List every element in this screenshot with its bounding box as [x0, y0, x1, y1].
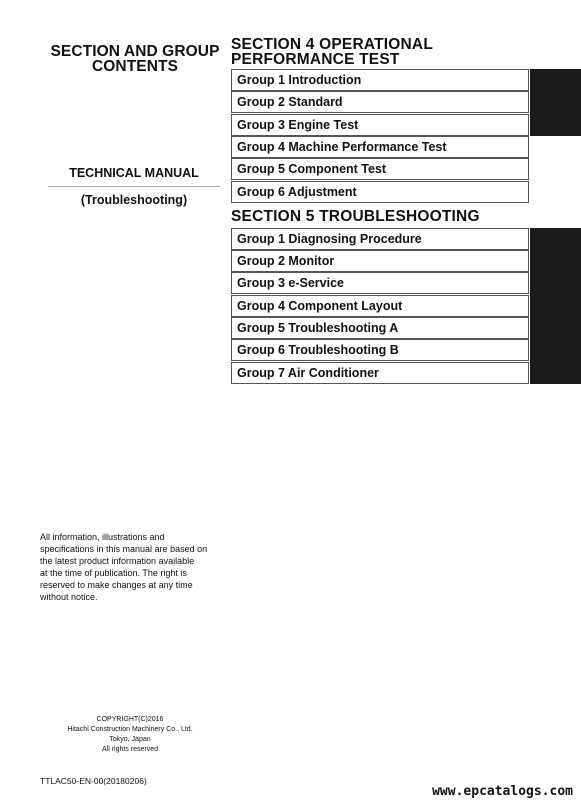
section4-group-6[interactable]: Group 6 Adjustment	[231, 181, 529, 203]
section4-title-line2: PERFORMANCE TEST	[231, 51, 400, 68]
section4-group-2[interactable]: Group 2 Standard	[231, 91, 529, 113]
manual-type: TECHNICAL MANUAL	[69, 166, 199, 180]
section5-group-5[interactable]: Group 5 Troubleshooting A	[231, 317, 529, 339]
section5-group-6[interactable]: Group 6 Troubleshooting B	[231, 339, 529, 361]
contents-title-line2: CONTENTS	[91, 58, 179, 75]
disclaimer-line: the latest product information available	[40, 556, 195, 566]
section4-group-1[interactable]: Group 1 Introduction	[231, 69, 529, 91]
section5-group-2[interactable]: Group 2 Monitor	[231, 250, 529, 272]
disclaimer-line: at the time of publication. The right is	[40, 568, 187, 578]
disclaimer-line: specifications in this manual are based on	[40, 544, 208, 554]
section5-group-3[interactable]: Group 3 e-Service	[231, 272, 529, 294]
document-code: TTLAC50-EN-00(20180206)	[40, 776, 147, 786]
disclaimer-line: without notice.	[40, 592, 98, 602]
section4-group-3[interactable]: Group 3 Engine Test	[231, 114, 529, 136]
section4-group-4[interactable]: Group 4 Machine Performance Test	[231, 136, 529, 158]
disclaimer-line: All information, illustrations and	[40, 532, 165, 542]
section4-group-5[interactable]: Group 5 Component Test	[231, 158, 529, 180]
manual-subtitle: (Troubleshooting)	[80, 193, 188, 207]
section5-title: SECTION 5 TROUBLESHOOTING	[231, 208, 480, 225]
copyright-block	[40, 715, 220, 755]
section5-group-7[interactable]: Group 7 Air Conditioner	[231, 362, 529, 384]
contents-title-line1: SECTION AND GROUP	[50, 43, 220, 60]
divider	[48, 186, 220, 187]
section4-index-tab	[530, 69, 581, 136]
disclaimer-text	[40, 531, 220, 603]
section4-title-line1: SECTION 4 OPERATIONAL	[231, 36, 433, 53]
copyright-line: All rights reserved	[101, 746, 159, 753]
contents-title	[40, 44, 230, 74]
section5-group-4[interactable]: Group 4 Component Layout	[231, 295, 529, 317]
disclaimer-line: reserved to make changes at any time	[40, 580, 193, 590]
section5-group-1[interactable]: Group 1 Diagnosing Procedure	[231, 228, 529, 250]
section4-title	[231, 37, 541, 67]
section5-index-tab	[530, 228, 581, 384]
copyright-line: COPYRIGHT(C)2016	[96, 716, 164, 723]
copyright-line: Hitachi Construction Machinery Co., Ltd.	[67, 726, 193, 733]
watermark-text: www.epcatalogs.com	[432, 784, 573, 799]
copyright-line: Tokyo, Japan	[109, 736, 151, 743]
